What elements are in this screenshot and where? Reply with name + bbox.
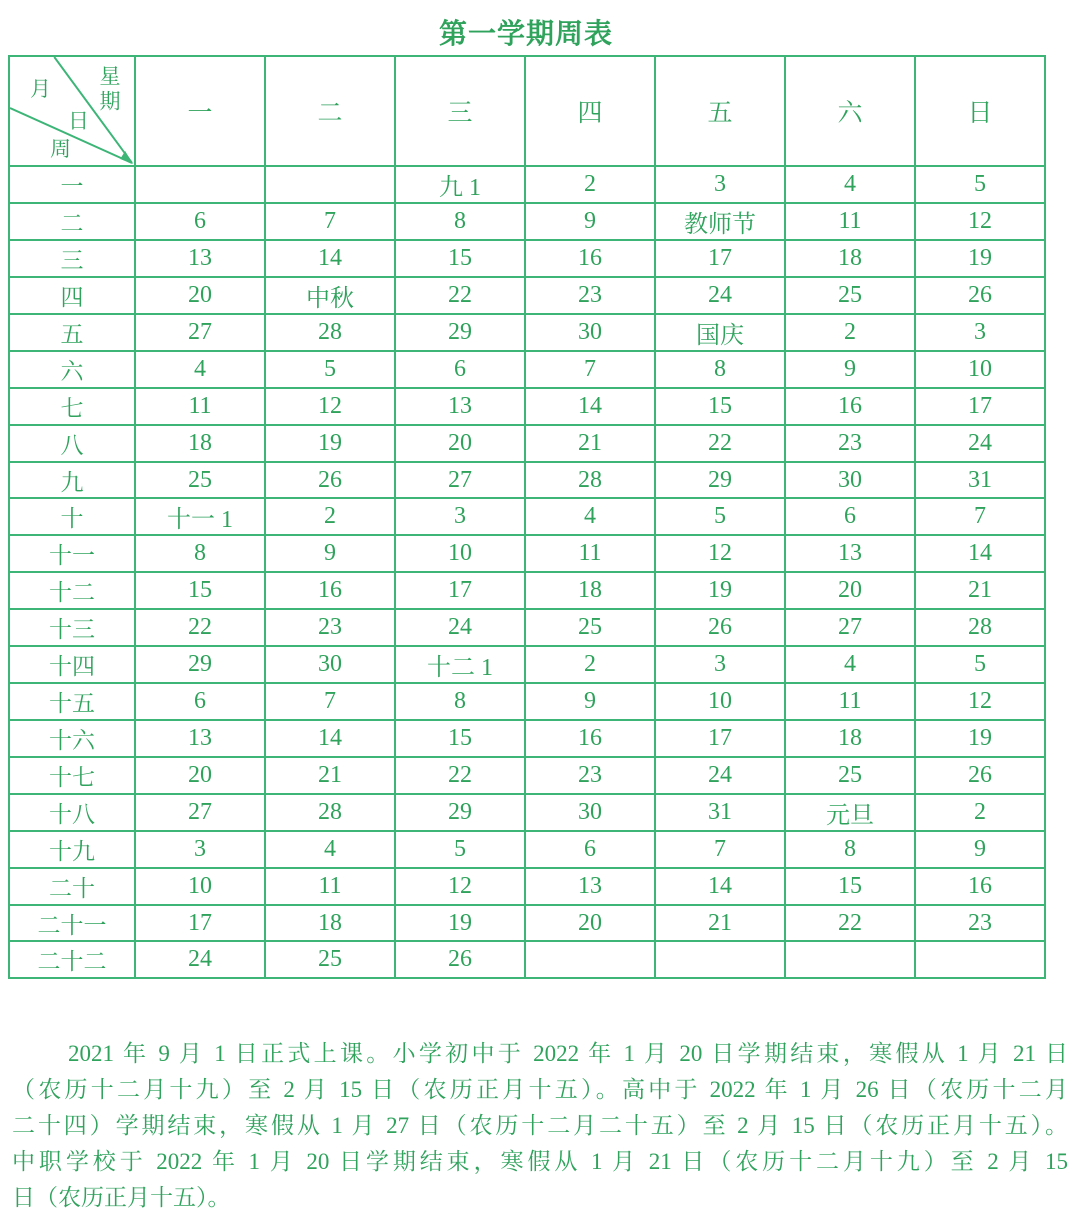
note-line-2: （农历十二月十九）至 2 月 15 日（农历正月十五）。高中于 2022 年 1 月 26 日（农历十二月 xyxy=(12,1077,1068,1102)
date-cell: 23 xyxy=(265,609,395,646)
date-cell: 17 xyxy=(135,905,265,942)
date-cell: 10 xyxy=(395,535,525,572)
corner-label-weekday: 星期 xyxy=(97,65,121,115)
week-number-cell: 七 xyxy=(9,388,135,425)
date-cell: 30 xyxy=(785,462,915,499)
week-row-21 xyxy=(9,905,1045,942)
week-row-16 xyxy=(9,720,1045,757)
date-cell: 10 xyxy=(655,683,785,720)
date-cell: 16 xyxy=(915,868,1045,905)
day-header-cell-7: 日 xyxy=(915,56,1045,166)
date-cell: 十一 1 xyxy=(135,498,265,535)
date-cell: 24 xyxy=(395,609,525,646)
date-cell xyxy=(915,941,1045,978)
date-cell: 22 xyxy=(395,757,525,794)
date-cell: 30 xyxy=(265,646,395,683)
date-cell: 6 xyxy=(525,831,655,868)
date-cell: 25 xyxy=(135,462,265,499)
date-cell: 9 xyxy=(525,203,655,240)
week-number-cell: 二 xyxy=(9,203,135,240)
date-cell: 28 xyxy=(265,314,395,351)
semester-week-table xyxy=(8,55,1046,979)
date-cell: 3 xyxy=(655,646,785,683)
date-cell: 3 xyxy=(395,498,525,535)
date-cell: 27 xyxy=(395,462,525,499)
date-cell: 7 xyxy=(915,498,1045,535)
date-cell: 6 xyxy=(135,683,265,720)
date-cell: 20 xyxy=(525,905,655,942)
date-cell: 14 xyxy=(525,388,655,425)
date-cell: 15 xyxy=(785,868,915,905)
date-cell: 2 xyxy=(525,166,655,203)
date-cell: 10 xyxy=(135,868,265,905)
week-row-22 xyxy=(9,941,1045,978)
week-row-3 xyxy=(9,240,1045,277)
week-row-15 xyxy=(9,683,1045,720)
note-line-4: 中职学校于 2022 年 1 月 20 日学期结束，寒假从 1 月 21 日（农历十二月十九）至 2 月 15 xyxy=(12,1149,1068,1174)
week-number-cell: 二十 xyxy=(9,868,135,905)
day-header-cell-5: 五 xyxy=(655,56,785,166)
date-cell: 18 xyxy=(135,425,265,462)
week-row-17 xyxy=(9,757,1045,794)
date-cell: 9 xyxy=(915,831,1045,868)
date-cell: 12 xyxy=(265,388,395,425)
date-cell xyxy=(525,941,655,978)
date-cell: 14 xyxy=(265,240,395,277)
table-header-row xyxy=(9,56,1045,166)
week-row-4 xyxy=(9,277,1045,314)
date-cell: 28 xyxy=(265,794,395,831)
date-cell: 10 xyxy=(915,351,1045,388)
date-cell: 25 xyxy=(265,941,395,978)
day-header-cell-3: 三 xyxy=(395,56,525,166)
corner-label-day: 日 xyxy=(68,109,89,133)
date-cell: 29 xyxy=(655,462,785,499)
date-cell: 24 xyxy=(655,277,785,314)
date-cell: 元旦 xyxy=(785,794,915,831)
date-cell xyxy=(135,166,265,203)
date-cell: 15 xyxy=(395,720,525,757)
week-number-cell: 十七 xyxy=(9,757,135,794)
week-row-13 xyxy=(9,609,1045,646)
date-cell: 9 xyxy=(265,535,395,572)
date-cell: 29 xyxy=(135,646,265,683)
week-row-8 xyxy=(9,425,1045,462)
date-cell: 22 xyxy=(785,905,915,942)
date-cell: 25 xyxy=(785,277,915,314)
week-number-cell: 九 xyxy=(9,462,135,499)
date-cell: 11 xyxy=(785,203,915,240)
date-cell: 2 xyxy=(525,646,655,683)
date-cell: 14 xyxy=(655,868,785,905)
date-cell: 19 xyxy=(915,720,1045,757)
date-cell: 31 xyxy=(915,462,1045,499)
date-cell: 26 xyxy=(395,941,525,978)
date-cell: 29 xyxy=(395,314,525,351)
day-header-cell-2: 二 xyxy=(265,56,395,166)
week-number-cell: 二十一 xyxy=(9,905,135,942)
date-cell: 21 xyxy=(655,905,785,942)
week-row-6 xyxy=(9,351,1045,388)
date-cell: 12 xyxy=(915,203,1045,240)
date-cell: 26 xyxy=(915,277,1045,314)
page-title: 第一学期周表 xyxy=(438,18,613,49)
date-cell: 4 xyxy=(265,831,395,868)
date-cell: 23 xyxy=(525,277,655,314)
date-cell: 14 xyxy=(265,720,395,757)
date-cell: 17 xyxy=(655,240,785,277)
date-cell: 12 xyxy=(395,868,525,905)
date-cell: 国庆 xyxy=(655,314,785,351)
date-cell: 2 xyxy=(265,498,395,535)
day-header-cell-4: 四 xyxy=(525,56,655,166)
week-number-cell: 十八 xyxy=(9,794,135,831)
date-cell: 4 xyxy=(785,166,915,203)
date-cell: 20 xyxy=(135,277,265,314)
week-number-cell: 十 xyxy=(9,498,135,535)
week-number-cell: 十一 xyxy=(9,535,135,572)
corner-label-month: 月 xyxy=(30,77,51,101)
date-cell: 5 xyxy=(265,351,395,388)
date-cell: 27 xyxy=(785,609,915,646)
week-row-5 xyxy=(9,314,1045,351)
date-cell: 17 xyxy=(655,720,785,757)
week-number-cell: 二十二 xyxy=(9,941,135,978)
date-cell: 27 xyxy=(135,794,265,831)
week-row-1 xyxy=(9,166,1045,203)
date-cell: 22 xyxy=(395,277,525,314)
week-row-18 xyxy=(9,794,1045,831)
date-cell: 8 xyxy=(395,203,525,240)
date-cell: 3 xyxy=(915,314,1045,351)
week-row-9 xyxy=(9,462,1045,499)
date-cell: 8 xyxy=(655,351,785,388)
date-cell: 30 xyxy=(525,314,655,351)
week-row-19 xyxy=(9,831,1045,868)
week-row-11 xyxy=(9,535,1045,572)
date-cell: 16 xyxy=(265,572,395,609)
date-cell: 17 xyxy=(915,388,1045,425)
date-cell: 5 xyxy=(395,831,525,868)
week-row-7 xyxy=(9,388,1045,425)
date-cell: 11 xyxy=(135,388,265,425)
date-cell: 8 xyxy=(395,683,525,720)
date-cell: 4 xyxy=(525,498,655,535)
note-line-1: 2021 年 9 月 1 日正式上课。小学初中于 2022 年 1 月 20 日学期结束，寒假从 1 月 21 日 xyxy=(68,1041,1068,1066)
date-cell: 23 xyxy=(785,425,915,462)
date-cell: 8 xyxy=(785,831,915,868)
date-cell: 31 xyxy=(655,794,785,831)
date-cell: 20 xyxy=(395,425,525,462)
week-number-cell: 八 xyxy=(9,425,135,462)
corner-box xyxy=(10,57,134,165)
week-number-cell: 四 xyxy=(9,277,135,314)
date-cell: 十二 1 xyxy=(395,646,525,683)
date-cell: 23 xyxy=(915,905,1045,942)
date-cell: 19 xyxy=(655,572,785,609)
date-cell: 教师节 xyxy=(655,203,785,240)
date-cell: 9 xyxy=(525,683,655,720)
date-cell xyxy=(785,941,915,978)
date-cell: 九 1 xyxy=(395,166,525,203)
date-cell: 18 xyxy=(785,240,915,277)
week-number-cell: 十九 xyxy=(9,831,135,868)
note-line-5: 日（农历正月十五）。 xyxy=(12,1185,231,1210)
date-cell: 16 xyxy=(525,720,655,757)
date-cell: 5 xyxy=(915,166,1045,203)
date-cell: 16 xyxy=(785,388,915,425)
date-cell: 中秋 xyxy=(265,277,395,314)
date-cell: 11 xyxy=(525,535,655,572)
date-cell: 11 xyxy=(265,868,395,905)
date-cell: 6 xyxy=(395,351,525,388)
date-cell: 21 xyxy=(915,572,1045,609)
day-header-cell-6: 六 xyxy=(785,56,915,166)
date-cell: 13 xyxy=(135,720,265,757)
date-cell: 24 xyxy=(135,941,265,978)
date-cell: 2 xyxy=(785,314,915,351)
semester-notes-paragraph xyxy=(12,1036,1068,1216)
date-cell: 25 xyxy=(525,609,655,646)
date-cell xyxy=(265,166,395,203)
date-cell: 12 xyxy=(915,683,1045,720)
date-cell: 20 xyxy=(785,572,915,609)
date-cell: 29 xyxy=(395,794,525,831)
date-cell: 11 xyxy=(785,683,915,720)
date-cell: 4 xyxy=(135,351,265,388)
date-cell: 18 xyxy=(525,572,655,609)
date-cell: 28 xyxy=(525,462,655,499)
week-number-cell: 十五 xyxy=(9,683,135,720)
date-cell: 24 xyxy=(655,757,785,794)
date-cell: 18 xyxy=(785,720,915,757)
date-cell: 19 xyxy=(395,905,525,942)
date-cell: 5 xyxy=(655,498,785,535)
date-cell: 3 xyxy=(135,831,265,868)
date-cell: 19 xyxy=(265,425,395,462)
date-cell: 13 xyxy=(525,868,655,905)
date-cell xyxy=(655,941,785,978)
date-cell: 24 xyxy=(915,425,1045,462)
day-header-cell-1: 一 xyxy=(135,56,265,166)
week-row-12 xyxy=(9,572,1045,609)
date-cell: 20 xyxy=(135,757,265,794)
week-number-cell: 十四 xyxy=(9,646,135,683)
week-number-cell: 十三 xyxy=(9,609,135,646)
date-cell: 21 xyxy=(265,757,395,794)
week-number-cell: 五 xyxy=(9,314,135,351)
date-cell: 14 xyxy=(915,535,1045,572)
date-cell: 22 xyxy=(655,425,785,462)
date-cell: 12 xyxy=(655,535,785,572)
week-row-20 xyxy=(9,868,1045,905)
date-cell: 16 xyxy=(525,240,655,277)
date-cell: 15 xyxy=(135,572,265,609)
week-number-cell: 十二 xyxy=(9,572,135,609)
week-row-10 xyxy=(9,498,1045,535)
date-cell: 13 xyxy=(135,240,265,277)
note-line-3: 二十四）学期结束，寒假从 1 月 27 日（农历十二月二十五）至 2 月 15 日（农历正月十五）。 xyxy=(12,1113,1068,1138)
date-cell: 18 xyxy=(265,905,395,942)
date-cell: 27 xyxy=(135,314,265,351)
corner-header-cell xyxy=(9,56,135,166)
week-number-cell: 六 xyxy=(9,351,135,388)
date-cell: 7 xyxy=(265,203,395,240)
date-cell: 8 xyxy=(135,535,265,572)
week-row-14 xyxy=(9,646,1045,683)
date-cell: 6 xyxy=(785,498,915,535)
date-cell: 2 xyxy=(915,794,1045,831)
date-cell: 21 xyxy=(525,425,655,462)
date-cell: 23 xyxy=(525,757,655,794)
date-cell: 30 xyxy=(525,794,655,831)
date-cell: 15 xyxy=(395,240,525,277)
date-cell: 19 xyxy=(915,240,1045,277)
date-cell: 9 xyxy=(785,351,915,388)
week-number-cell: 一 xyxy=(9,166,135,203)
week-number-cell: 三 xyxy=(9,240,135,277)
date-cell: 26 xyxy=(655,609,785,646)
date-cell: 17 xyxy=(395,572,525,609)
date-cell: 3 xyxy=(655,166,785,203)
date-cell: 7 xyxy=(655,831,785,868)
week-row-2 xyxy=(9,203,1045,240)
date-cell: 28 xyxy=(915,609,1045,646)
date-cell: 13 xyxy=(395,388,525,425)
date-cell: 7 xyxy=(265,683,395,720)
date-cell: 26 xyxy=(265,462,395,499)
date-cell: 7 xyxy=(525,351,655,388)
date-cell: 5 xyxy=(915,646,1045,683)
date-cell: 4 xyxy=(785,646,915,683)
corner-label-week: 周 xyxy=(50,137,71,161)
date-cell: 6 xyxy=(135,203,265,240)
date-cell: 15 xyxy=(655,388,785,425)
date-cell: 22 xyxy=(135,609,265,646)
date-cell: 25 xyxy=(785,757,915,794)
week-number-cell: 十六 xyxy=(9,720,135,757)
date-cell: 26 xyxy=(915,757,1045,794)
date-cell: 13 xyxy=(785,535,915,572)
